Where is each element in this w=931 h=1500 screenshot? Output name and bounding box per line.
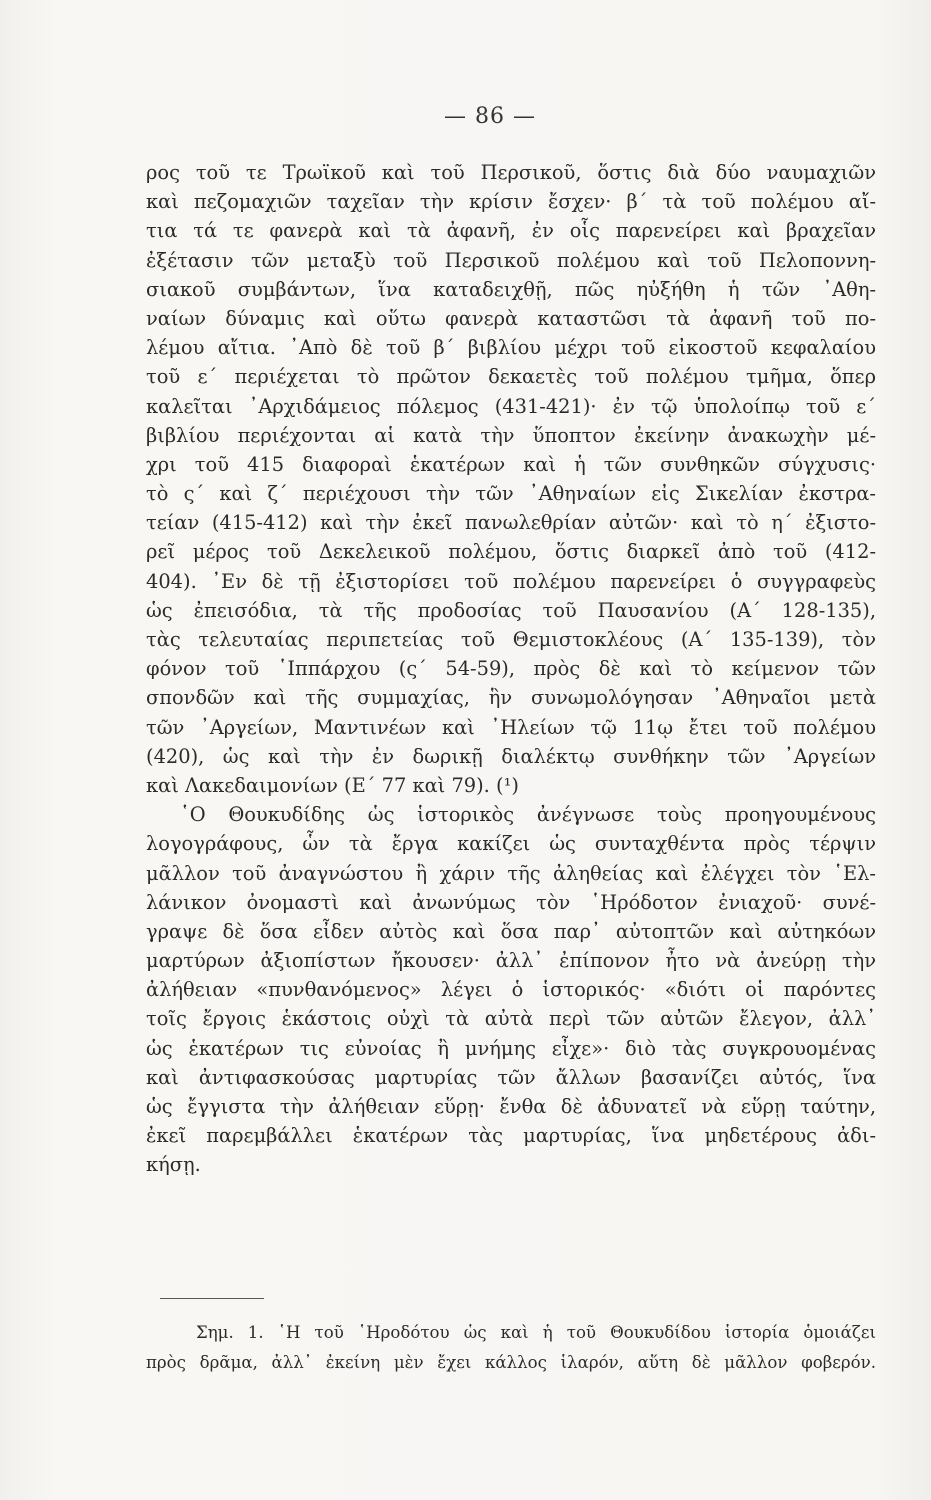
text-line: βιβλίου περιέχονται αἱ κατὰ τὴν ὕποπτον ἐκείνην ἀνακωχὴν μέ- xyxy=(146,423,876,447)
text-line: καλεῖται ᾿Αρχιδάμειος πόλεμος (431-421)· ἐν τῷ ὑπολοίπῳ τοῦ ε΄ xyxy=(146,394,876,418)
text-line: καὶ Λακεδαιμονίων (Ε΄ 77 καὶ 79). (¹) xyxy=(146,773,519,797)
text-line: (420), ὡς καὶ τὴν ἐν δωρικῇ διαλέκτῳ συνθήκην τῶν ᾿Αργείων xyxy=(146,744,876,768)
text-line: λάνικον ὀνομαστὶ καὶ ἀνωνύμως τὸν ῾Ηρόδοτον ἐνιαχοῦ· συνέ- xyxy=(146,890,876,914)
text-line: κήσῃ. xyxy=(146,1153,201,1177)
text-line: ὡς ἑκατέρων τις εὐνοίας ἢ μνήμης εἶχε»· διὸ τὰς συγκρουομένας xyxy=(146,1036,876,1060)
text-line: τοῦ ε΄ περιέχεται τὸ πρῶτον δεκαετὲς τοῦ πολέμου τμῆμα, ὅπερ xyxy=(146,365,876,389)
text-line: τια τά τε φανερὰ καὶ τὰ ἀφανῆ, ἐν οἷς παρενείρει καὶ βραχεῖαν xyxy=(146,219,876,243)
text-line: ἀλήθειαν «πυνθανόμενος» λέγει ὁ ἱστορικός· «διότι οἱ παρόντες xyxy=(146,978,876,1002)
text-line: ναίων δύναμις καὶ οὕτω φανερὰ καταστῶσι τὰ ἀφανῆ τοῦ πο- xyxy=(146,306,876,330)
page-number: — 86 — xyxy=(444,104,536,129)
text-line: ὡς ἔγγιστα τὴν ἀλήθειαν εὕρῃ· ἔνθα δὲ ἀδυνατεῖ νὰ εὕρῃ ταύτην, xyxy=(146,1095,876,1118)
text-line: λέμου αἴτια. ᾿Απὸ δὲ τοῦ β΄ βιβλίου μέχρι τοῦ εἰκοστοῦ κεφαλαίου xyxy=(146,336,876,360)
text-line: τείαν (415-412) καὶ τὴν ἐκεῖ πανωλεθρίαν αὐτῶν· καὶ τὸ η΄ ἐξιστο- xyxy=(146,511,876,535)
footnote xyxy=(146,1318,876,1378)
text-line: ὡς ἐπεισόδια, τὰ τῆς προδοσίας τοῦ Παυσανίου (Α΄ 128-135), xyxy=(146,598,876,622)
footnote-divider xyxy=(160,1298,264,1299)
text-line: μαρτύρων ἀξιοπίστων ἤκουσεν· ἀλλ᾿ ἐπίπονον ἦτο νὰ ἀνεύρῃ τὴν xyxy=(146,949,876,973)
text-line: γραψε δὲ ὅσα εἶδεν αὐτὸς καὶ ὅσα παρ᾿ αὐτοπτῶν καὶ αὐτηκόων xyxy=(146,919,876,943)
text-line: 404). ᾿Εν δὲ τῇ ἐξιστορίσει τοῦ πολέμου παρενείρει ὁ συγγραφεὺς xyxy=(146,569,876,593)
text-line: λογογράφους, ὧν τὰ ἔργα κακίζει ὡς συνταχθέντα πρὸς τέρψιν xyxy=(146,832,876,856)
text-line: τῶν ᾿Αργείων, Μαντινέων καὶ ᾿Ηλείων τῷ 11ῳ ἔτει τοῦ πολέμου xyxy=(146,715,876,739)
text-line: καὶ πεζομαχιῶν ταχεῖαν τὴν κρίσιν ἔσχεν· β΄ τὰ τοῦ πολέμου αἴ- xyxy=(146,190,876,214)
text-line: φόνον τοῦ ῾Ιππάρχου (ς΄ 54-59), πρὸς δὲ καὶ τὸ κείμενον τῶν xyxy=(146,657,876,681)
text-line: τὸ ς΄ καὶ ζ΄ περιέχουσι τὴν τῶν ᾿Αθηναίων εἰς Σικελίαν ἐκστρα- xyxy=(146,482,876,506)
footnote-line: πρὸς δρᾶμα, ἀλλ᾿ ἐκείνη μὲν ἔχει κάλλος ἱλαρόν, αὕτη δὲ μᾶλλον φοβερόν. xyxy=(146,1353,876,1372)
text-line: χρι τοῦ 415 διαφοραὶ ἑκατέρων καὶ ἡ τῶν συνθηκῶν σύγχυσις· xyxy=(146,452,876,476)
text-line: ρος τοῦ τε Τρωϊκοῦ καὶ τοῦ Περσικοῦ, ὅστις διὰ δύο ναυμαχιῶν xyxy=(146,161,876,184)
text-line: ῾Ο Θουκυδίδης ὡς ἱστορικὸς ἀνέγνωσε τοὺς προηγουμένους xyxy=(180,803,876,827)
text-line: τὰς τελευταίας περιπετείας τοῦ Θεμιστοκλέους (Α΄ 135-139), τὸν xyxy=(146,628,876,651)
text-line: ἐξέτασιν τῶν μεταξὺ τοῦ Περσικοῦ πολέμου καὶ τοῦ Πελοποννη- xyxy=(146,248,876,272)
text-line: σπονδῶν καὶ τῆς συμμαχίας, ἣν συνωμολόγησαν ᾿Αθηναῖοι μετὰ xyxy=(146,686,876,710)
text-line: καὶ ἀντιφασκούσας μαρτυρίας τῶν ἄλλων βασανίζει αὐτός, ἵνα xyxy=(146,1065,876,1089)
main-text xyxy=(146,158,876,1180)
footnote-line: Σημ. 1. ῾Η τοῦ ῾Ηροδότου ὡς καὶ ἡ τοῦ Θουκυδίδου ἱστορία ὁμοιάζει xyxy=(196,1323,876,1342)
text-line: σιακοῦ συμβάντων, ἵνα καταδειχθῇ, πῶς ηὐξήθη ἡ τῶν ᾿Αθη- xyxy=(146,277,876,301)
text-line: τοῖς ἔργοις ἑκάστοις οὐχὶ τὰ αὐτὰ περὶ τῶν αὐτῶν ἔλεγον, ἀλλ᾿ xyxy=(146,1007,876,1031)
text-line: ρεῖ μέρος τοῦ Δεκελεικοῦ πολέμου, ὅστις διαρκεῖ ἀπὸ τοῦ (412- xyxy=(146,540,876,564)
text-line: μᾶλλον τοῦ ἀναγνώστου ἢ χάριν τῆς ἀληθείας καὶ ἐλέγχει τὸν ῾Ελ- xyxy=(146,861,876,885)
text-line: ἐκεῖ παρεμβάλλει ἑκατέρων τὰς μαρτυρίας, ἵνα μηδετέρους ἀδι- xyxy=(146,1124,876,1148)
